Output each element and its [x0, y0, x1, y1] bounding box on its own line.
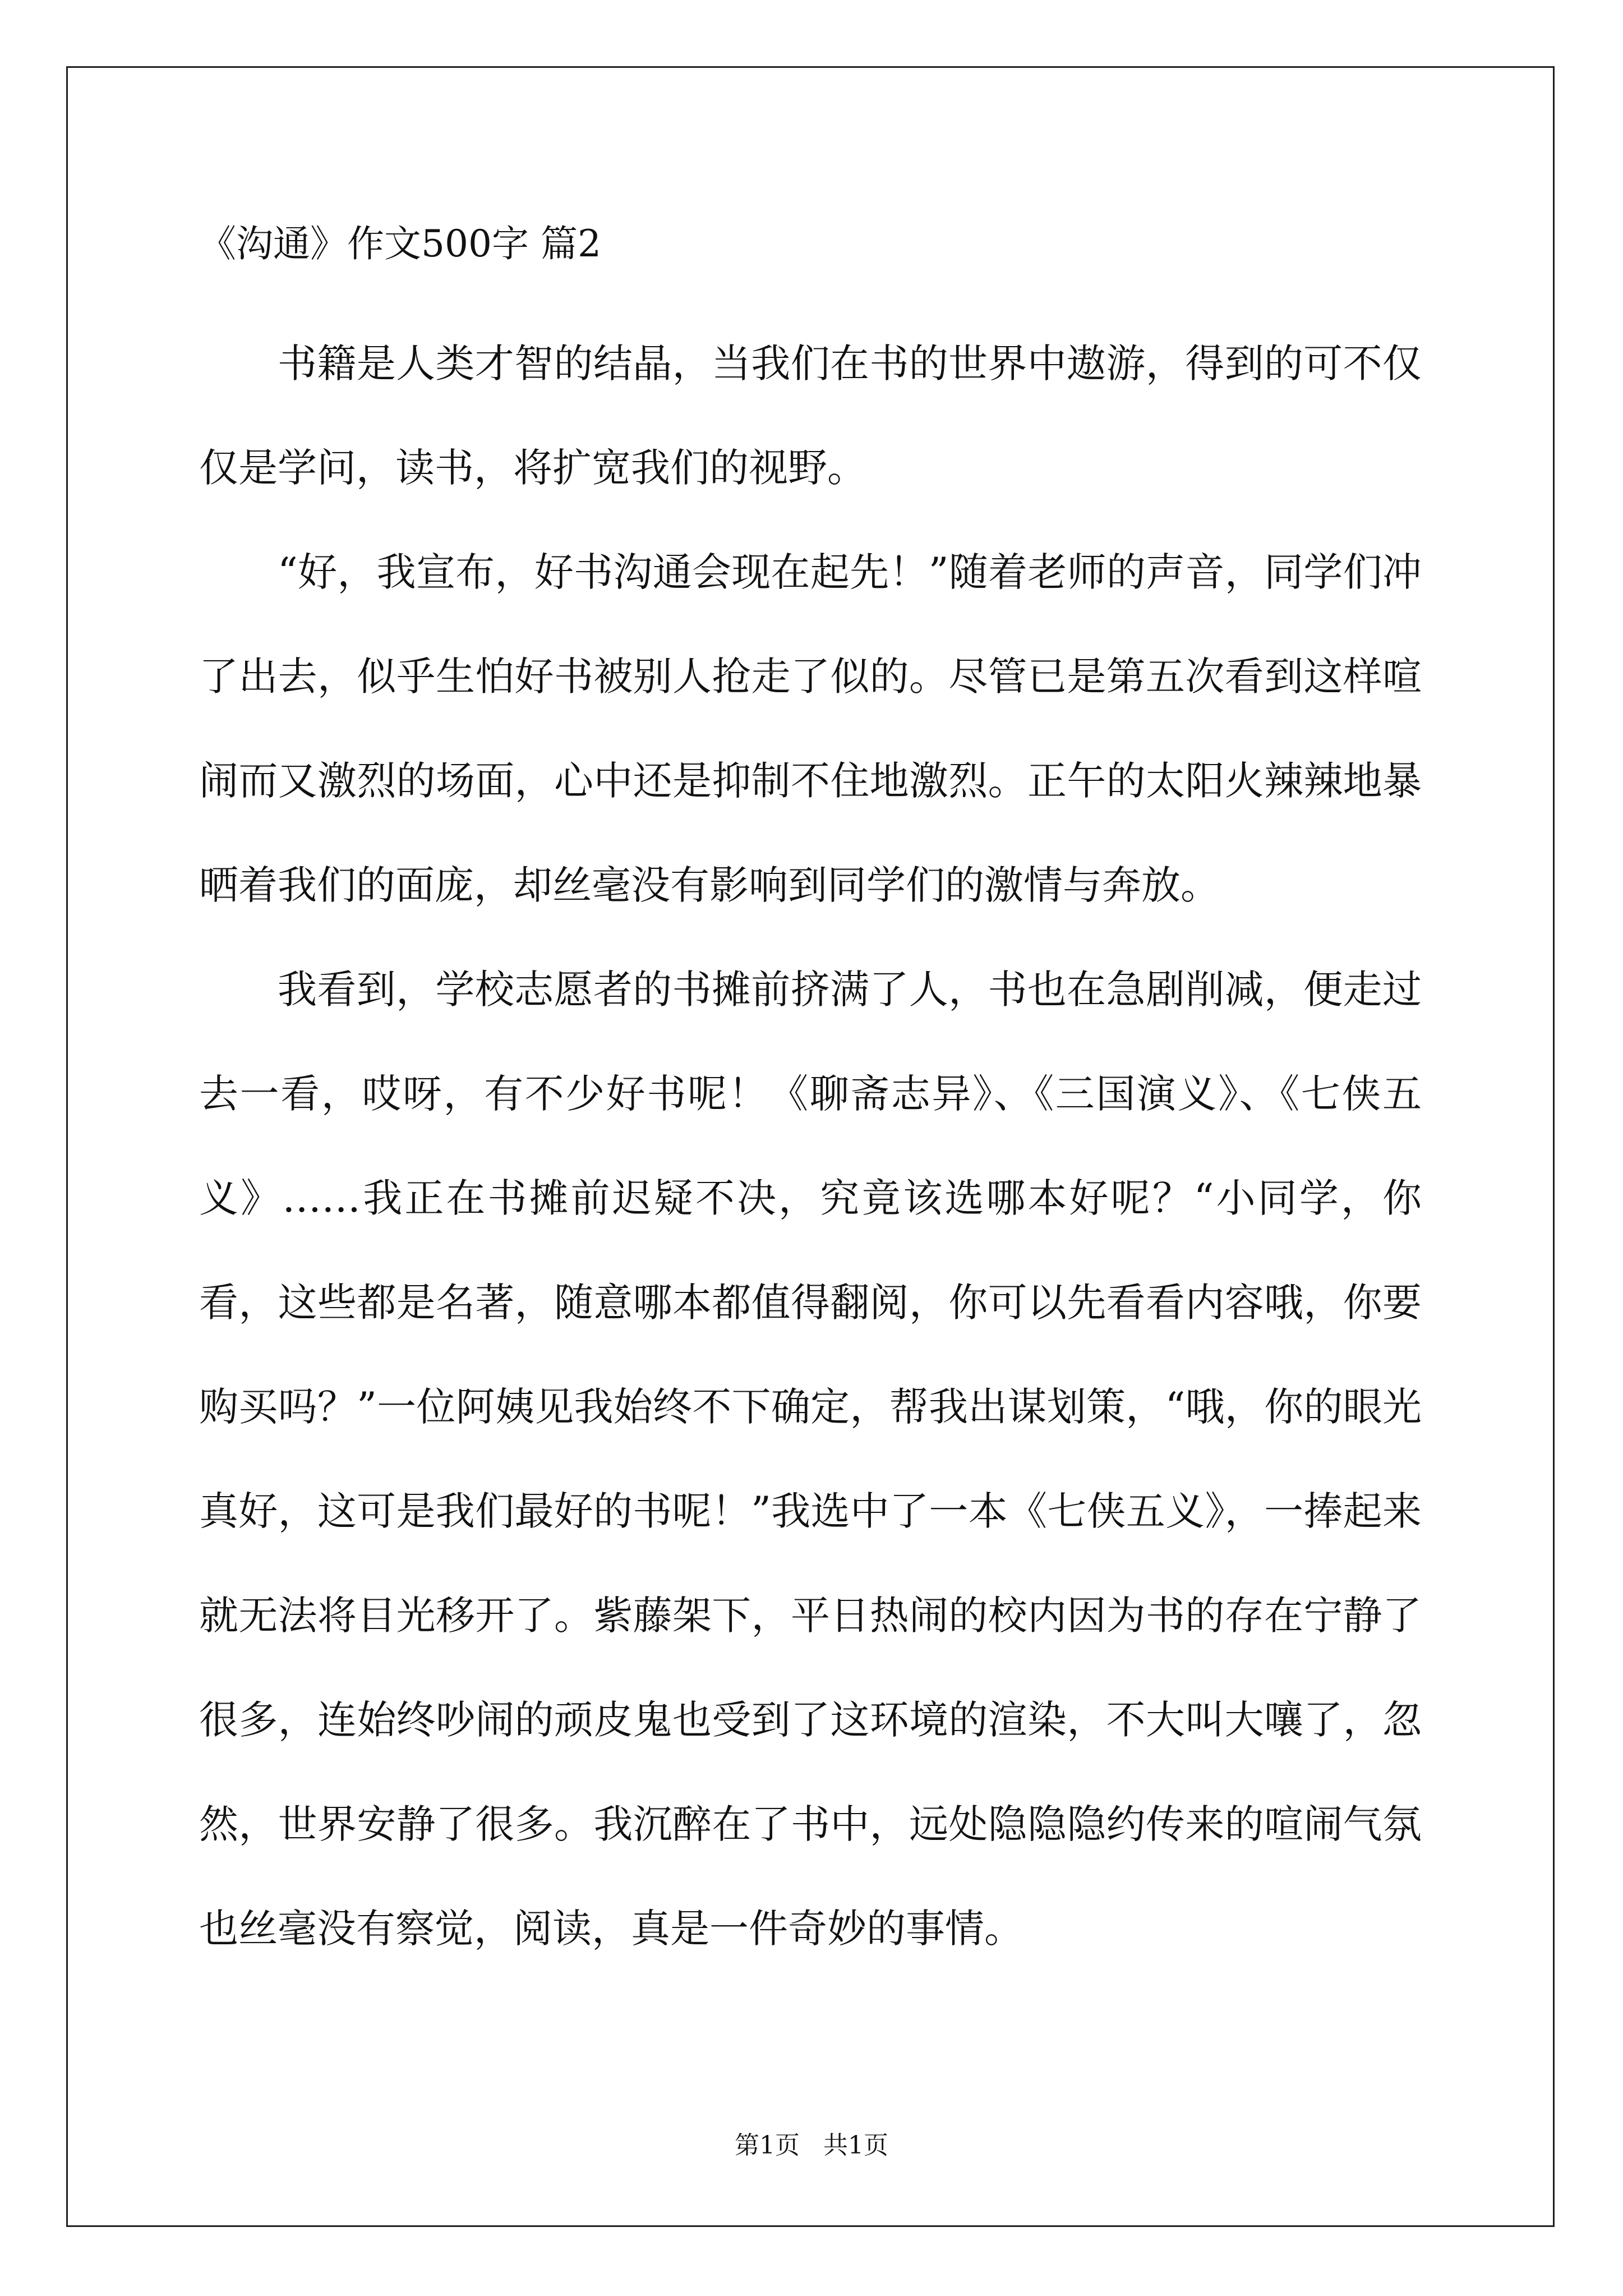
- paragraph-2: “好，我宣布，好书沟通会现在起先！”随着老师的声音，同学们冲了出去，似乎生怕好书被别人抢走了似的。尽管已是第五次看到这样喧闹而又激烈的场面，心中还是抑制不住地激烈。正午的太阳火辣辣地暴晒着我们的面庞，却丝毫没有影响到同学们的激情与奔放。: [199, 549, 1422, 908]
- paragraph-3: 我看到，学校志愿者的书摊前挤满了人，书也在急剧削减，便走过去一看，哎呀，有不少好书呢！《聊斋志异》、《三国演义》、《七侠五义》……我正在书摊前迟疑不决，究竟该选哪本好呢？“小同学，你看，这些都是名著，随意哪本都值得翻阅，你可以先看看内容哦，你要购买吗？”一位阿姨见我始终不下确定，帮我出谋划策，“哦，你的眼光真好，这可是我们最好的书呢！”我选中了一本《七侠五义》，一捧起来就无法将目光移开了。紫藤架下，平日热闹的校内因为书的存在宁静了很多，连始终吵闹的顽皮鬼也受到了这环境的渲染，不大叫大嚷了，忽然，世界安静了很多。我沉醉在了书中，远处隐隐隐约传来的喧闹气氛也丝毫没有察觉，阅读，真是一件奇妙的事情。: [199, 967, 1422, 1952]
- paragraph-1: 书籍是人类才智的结晶，当我们在书的世界中遨游，得到的可不仅仅是学问，读书，将扩宽我们的视野。: [199, 341, 1422, 491]
- document-body: [199, 210, 1422, 1981]
- page-number-footer: 第1页 共1页: [735, 2131, 888, 2160]
- document-title: 《沟通》作文500字 篇2: [199, 222, 601, 265]
